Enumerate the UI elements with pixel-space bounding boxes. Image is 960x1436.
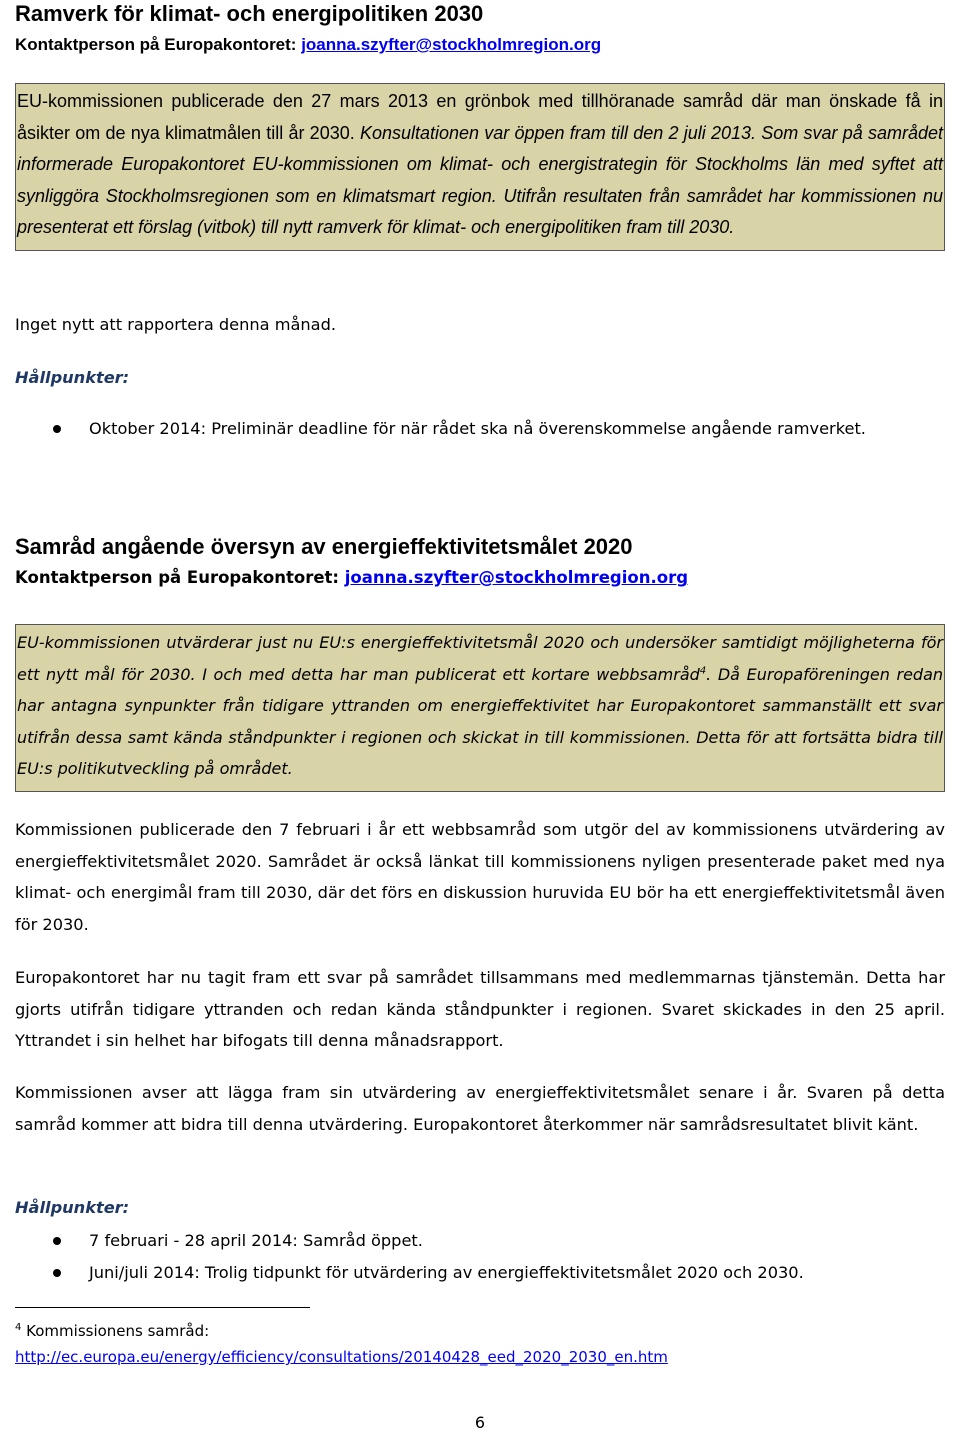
footnote-text: Kommissionens samråd: <box>26 1322 210 1340</box>
section2-paragraph-1: Kommissionen publicerade den 7 februari i år ett webbsamråd som utgör del av kommissionens utvärdering av energieffektivitetsmålet 2020. Samrådet är också länkat till kommissionens nyligen presenterade paket med nya klimat- och energimål fram till 2030, där det förs en diskussion huruvida EU bör ha ett energieffektivitetsmål även för 2030. <box>15 820 945 934</box>
footnote-ref[interactable]: 4 <box>699 665 707 677</box>
milestone-text: Juni/juli 2014: Trolig tidpunkt för utvärdering av energieffektivitetsmålet 2020 och 2030. <box>89 1263 804 1282</box>
bullet-icon <box>53 1269 61 1277</box>
page-number: 6 <box>474 1413 486 1432</box>
section2-summary-box <box>15 624 945 792</box>
section1-status: Inget nytt att rapportera denna månad. <box>15 315 337 334</box>
section2-title: Samråd angående översyn av energieffektivitetsmålet 2020 <box>15 534 633 559</box>
list-item <box>15 413 945 445</box>
footnote-number: 4 <box>15 1322 22 1333</box>
section1-contact <box>15 32 945 58</box>
section1-contact-email-link[interactable]: joanna.szyfter@stockholmregion.org <box>301 35 602 54</box>
footnote-url-link[interactable]: http://ec.europa.eu/energy/efficiency/consultations/20140428_eed_2020_2030_en.htm <box>15 1348 668 1366</box>
section2-box-text-b: . Då Europaföreningen redan har antagna synpunkter från tidigare yttranden om energieffektivitet har Europakontoret sammanställt ett svar utifrån dessa samt kända ståndpunkter i regionen och skickat in till kommissionen. Detta för att fortsätta bidra till EU:s politikutveckling på området. <box>17 664 944 778</box>
section1-box-italic-text: Konsultationen var öppen fram till den 2 juli 2013. Som svar på samrådet informerade Europakontoret EU-kommissionen om klimat- och energistrategin för Stockholms län med syftet att synliggöra Stockholmsregionen som en klimatsmart region. Utifrån resultaten från samrådet har kommissionen nu presenterat ett förslag (vitbok) till nytt ramverk för klimat- och energipolitiken fram till 2030. <box>17 122 944 237</box>
section2-paragraph-2: Europakontoret har nu tagit fram ett svar på samrådet tillsammans med medlemmarnas tjänstemän. Detta har gjorts utifrån tidigare yttranden och redan kända ståndpunkter i regionen. Svaret skickades in den 25 april. Yttrandet i sin helhet har bifogats till denna månadsrapport. <box>15 968 945 1050</box>
section1-box-text: EU-kommissionen publicerade den 27 mars 2013 en grönbok med tillhöranade samråd där man önskade få in åsikter om de nya klimatmålen till år 2030. <box>17 91 943 143</box>
section1-title: Ramverk för klimat- och energipolitiken 2030 <box>15 1 484 26</box>
section2-milestones-label: Hållpunkter: <box>15 1198 130 1217</box>
section1-milestones-label: Hållpunkter: <box>15 368 130 387</box>
list-item <box>15 1257 945 1289</box>
section1-contact-label: Kontaktperson på Europakontoret: <box>15 35 297 54</box>
section1-milestones-list <box>15 413 945 445</box>
section2-paragraph-3: Kommissionen avser att lägga fram sin utvärdering av energieffektivitetsmålet senare i år. Svaren på detta samråd kommer att bidra till denna utvärdering. Europakontoret återkommer när samrådsresultatet blivit känt. <box>15 1083 945 1134</box>
list-item <box>15 1225 945 1257</box>
milestone-text: 7 februari - 28 april 2014: Samråd öppet. <box>89 1231 423 1250</box>
section2-contact-email-link[interactable]: joanna.szyfter@stockholmregion.org <box>344 568 689 587</box>
footnote <box>15 1318 945 1370</box>
section2-milestones-list <box>15 1225 945 1289</box>
section2-contact <box>15 565 945 591</box>
bullet-icon <box>53 425 61 433</box>
section2-contact-label: Kontaktperson på Europakontoret: <box>15 568 340 587</box>
section2-box-text-a: EU-kommissionen utvärderar just nu EU:s energieffektivitetsmål 2020 och undersöker samtidigt möjligheterna för ett nytt mål för 2030. I och med detta har man publicerat ett kortare webbsamråd <box>17 633 943 684</box>
milestone-text: Oktober 2014: Preliminär deadline för när rådet ska nå överenskommelse angående ramverket. <box>89 419 866 438</box>
section1-summary-box <box>15 83 945 251</box>
bullet-icon <box>53 1237 61 1245</box>
footnote-divider <box>15 1307 310 1308</box>
